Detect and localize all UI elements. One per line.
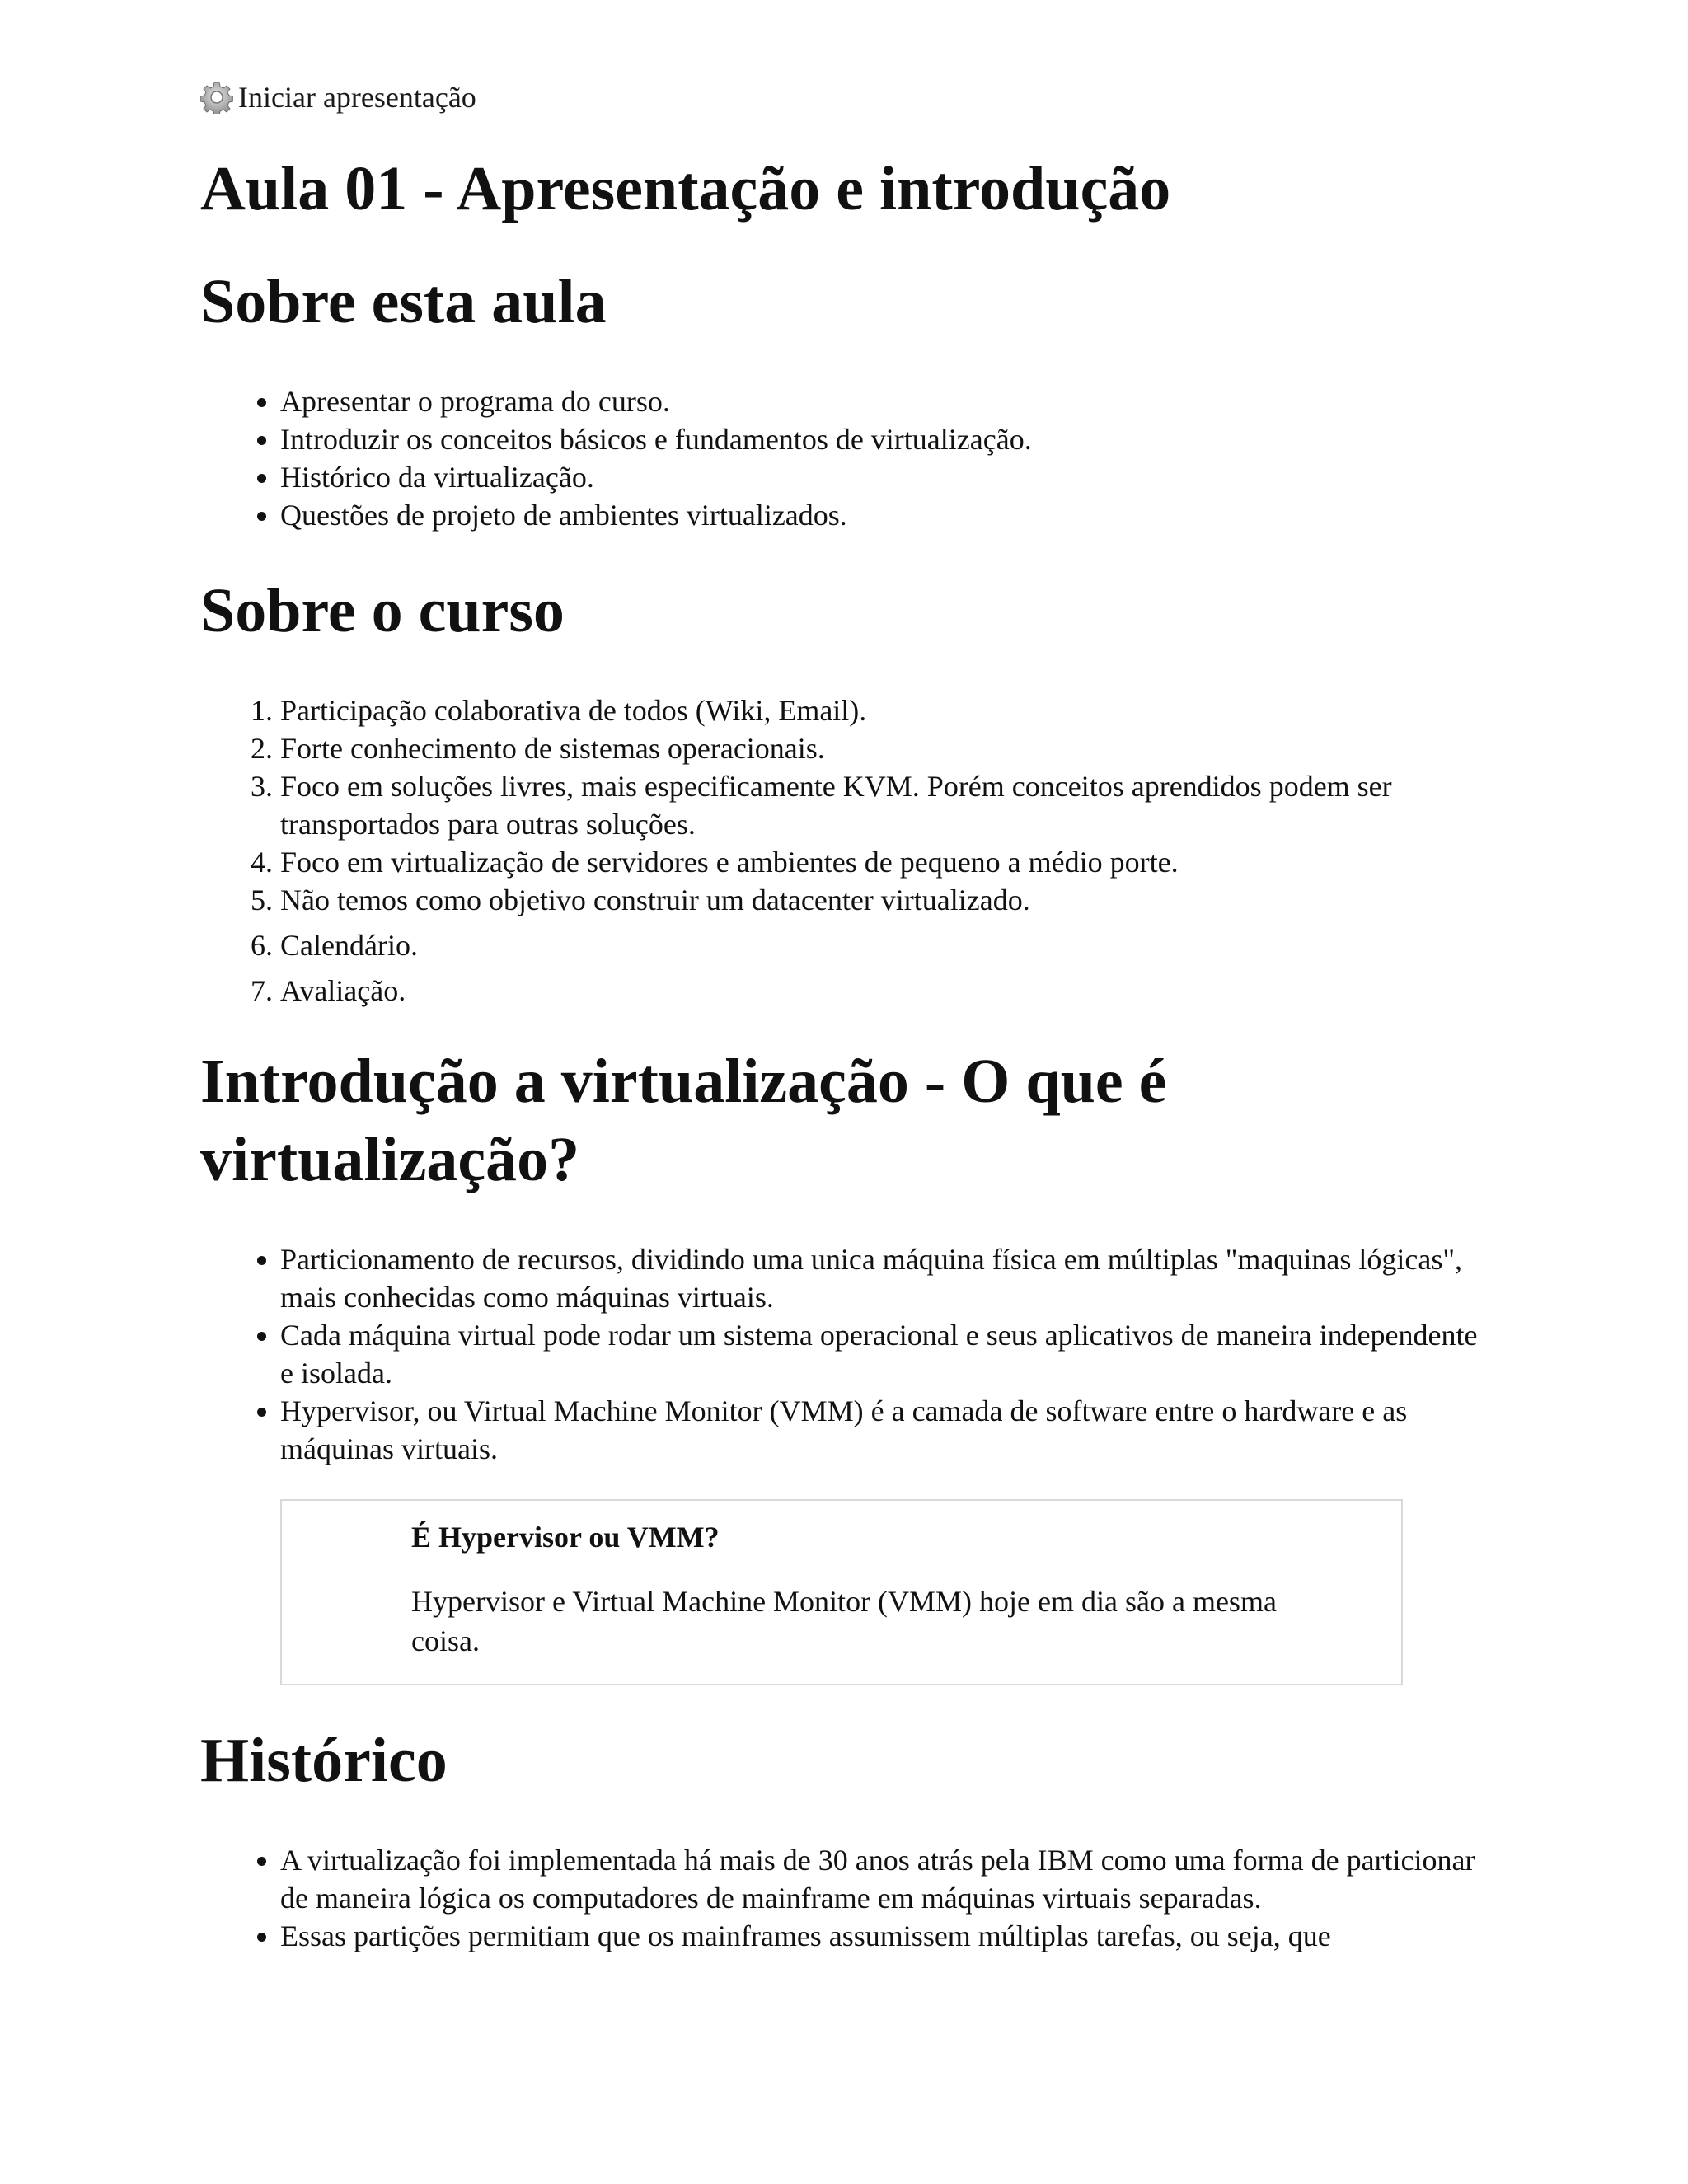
list-item: • A virtualização foi implementada há mais de 30 anos atrás pela IBM como uma forma de particionar de maneira lógica os computadores de mainframe em máquinas virtuais separadas. xyxy=(280,1841,1486,1917)
list-item: • Apresentar o programa do curso. xyxy=(280,382,1486,420)
note-box xyxy=(280,1499,1403,1685)
list-item: 1. Participação colaborativa de todos (Wiki, Email). xyxy=(280,691,1486,729)
list-item: 4. Foco em virtualização de servidores e ambientes de pequeno a médio porte. xyxy=(280,843,1486,881)
list-sobre-esta-aula xyxy=(200,382,1486,534)
list-item: 5. Não temos como objetivo construir um datacenter virtualizado. xyxy=(280,881,1486,919)
list-introducao xyxy=(200,1240,1486,1468)
heading-historico: Histórico xyxy=(200,1726,448,1796)
list-item: • Questões de projeto de ambientes virtualizados. xyxy=(280,496,1486,534)
list-item: • Essas partições permitiam que os mainframes assumissem múltiplas tarefas, ou seja, que xyxy=(280,1917,1486,1955)
heading-sobre-esta-aula: Sobre esta aula xyxy=(200,267,607,337)
list-item: • Hypervisor, ou Virtual Machine Monitor (VMM) é a camada de software entre o hardware e as máquinas virtuais. xyxy=(280,1392,1486,1468)
list-item: • Histórico da virtualização. xyxy=(280,458,1486,496)
gear-icon xyxy=(200,81,233,114)
start-presentation-link[interactable] xyxy=(200,74,1486,120)
document-page xyxy=(200,74,1486,1955)
heading-sobre-o-curso: Sobre o curso xyxy=(200,576,565,646)
note-title: É Hypervisor ou VMM? xyxy=(411,1521,720,1554)
heading-introducao-virtualizacao: Introdução a virtualização - O que é virtualização? xyxy=(200,1047,1167,1195)
list-item: 2. Forte conhecimento de sistemas operacionais. xyxy=(280,729,1486,767)
list-item: • Cada máquina virtual pode rodar um sistema operacional e seus aplicativos de maneira independente e isolada. xyxy=(280,1316,1486,1392)
list-item: 6. Calendário. xyxy=(280,926,1486,964)
list-item: 7. Avaliação. xyxy=(280,972,1486,1010)
note-body: Hypervisor e Virtual Machine Monitor (VMM) hoje em dia são a mesma coisa. xyxy=(411,1585,1277,1658)
list-item: 3. Foco em soluções livres, mais especificamente KVM. Porém conceitos aprendidos podem ser transportados para outras soluções. xyxy=(280,767,1486,843)
page-title: Aula 01 - Apresentação e introdução xyxy=(200,154,1171,223)
list-item: • Particionamento de recursos, dividindo uma unica máquina física em múltiplas "maquinas lógicas", mais conhecidas como máquinas virtuais. xyxy=(280,1240,1486,1316)
list-sobre-o-curso xyxy=(200,691,1486,1010)
list-item: • Introduzir os conceitos básicos e fundamentos de virtualização. xyxy=(280,420,1486,458)
start-presentation-label: Iniciar apresentação xyxy=(238,81,476,114)
list-historico xyxy=(200,1841,1486,1955)
